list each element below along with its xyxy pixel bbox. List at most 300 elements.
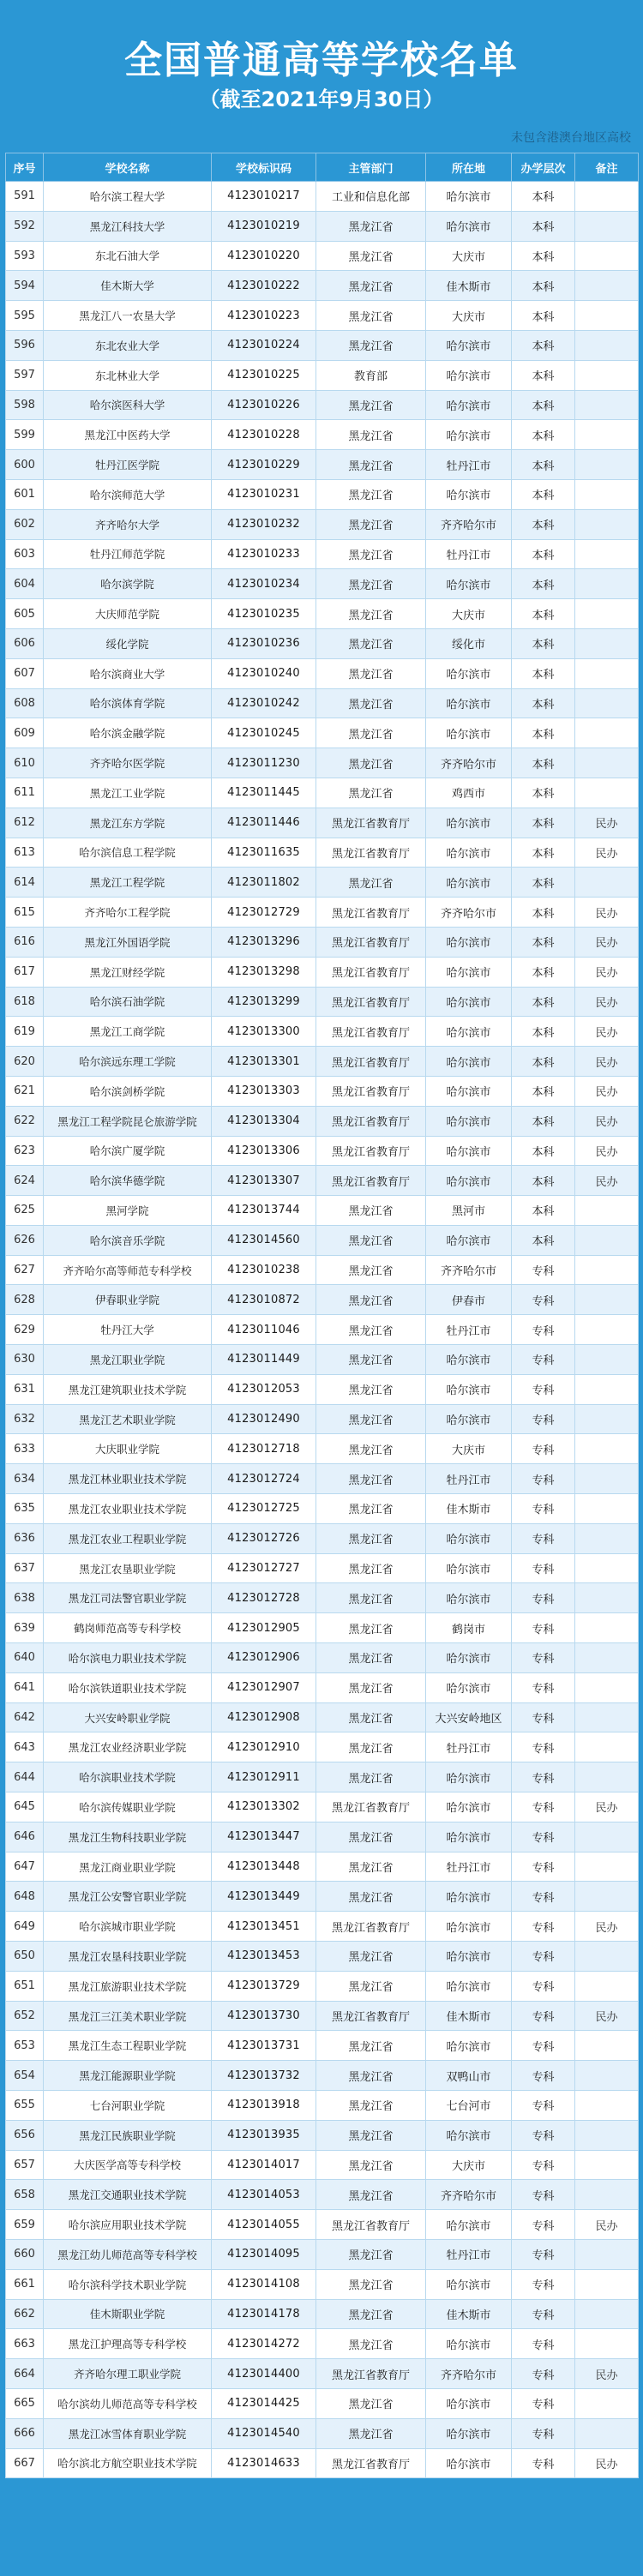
seq-cell: 612 xyxy=(6,808,44,838)
seq-cell: 632 xyxy=(6,1404,44,1434)
table-row xyxy=(6,1494,639,1524)
remark-cell xyxy=(575,2418,639,2448)
table-row xyxy=(6,2120,639,2150)
seq-cell: 628 xyxy=(6,1285,44,1315)
code-cell: 4123014178 xyxy=(212,2299,316,2329)
page-subtitle: （截至2021年9月30日） xyxy=(199,87,444,111)
remark-cell xyxy=(575,479,639,509)
code-cell: 4123012728 xyxy=(212,1583,316,1613)
location-cell: 哈尔滨市 xyxy=(426,390,512,420)
remark-cell xyxy=(575,450,639,480)
code-cell: 4123010238 xyxy=(212,1255,316,1285)
seq-cell: 663 xyxy=(6,2329,44,2359)
table-row xyxy=(6,658,639,688)
location-cell: 哈尔滨市 xyxy=(426,838,512,868)
location-cell: 大庆市 xyxy=(426,1434,512,1464)
dept-cell: 黑龙江省教育厅 xyxy=(316,957,426,987)
seq-cell: 655 xyxy=(6,2091,44,2121)
seq-cell: 624 xyxy=(6,1166,44,1196)
seq-cell: 595 xyxy=(6,301,44,331)
location-cell: 哈尔滨市 xyxy=(426,330,512,360)
name-cell: 东北石油大学 xyxy=(44,241,212,271)
name-cell: 哈尔滨信息工程学院 xyxy=(44,838,212,868)
remark-cell: 民办 xyxy=(575,957,639,987)
dept-cell: 黑龙江省 xyxy=(316,1464,426,1494)
name-cell: 黑龙江三江美术职业学院 xyxy=(44,2001,212,2031)
table-row xyxy=(6,1822,639,1852)
location-cell: 鸡西市 xyxy=(426,778,512,808)
level-cell: 专科 xyxy=(512,1553,575,1583)
seq-cell: 592 xyxy=(6,211,44,241)
table-row xyxy=(6,569,639,599)
name-cell: 佳木斯大学 xyxy=(44,271,212,301)
name-cell: 黑龙江公安警官职业学院 xyxy=(44,1882,212,1912)
level-cell: 专科 xyxy=(512,1434,575,1464)
level-cell: 专科 xyxy=(512,1643,575,1673)
name-cell: 哈尔滨剑桥学院 xyxy=(44,1076,212,1106)
level-cell: 本科 xyxy=(512,450,575,480)
dept-cell: 黑龙江省 xyxy=(316,1225,426,1255)
name-cell: 黑龙江农垦科技职业学院 xyxy=(44,1942,212,1972)
location-cell: 哈尔滨市 xyxy=(426,1882,512,1912)
table-row xyxy=(6,1702,639,1732)
code-cell: 4123010217 xyxy=(212,182,316,212)
code-cell: 4123011446 xyxy=(212,808,316,838)
code-cell: 4123013732 xyxy=(212,2061,316,2091)
remark-cell xyxy=(575,1882,639,1912)
level-cell: 本科 xyxy=(512,658,575,688)
name-cell: 齐齐哈尔工程学院 xyxy=(44,898,212,928)
table-row xyxy=(6,2359,639,2389)
dept-cell: 黑龙江省教育厅 xyxy=(316,2001,426,2031)
remark-cell xyxy=(575,778,639,808)
seq-cell: 651 xyxy=(6,1971,44,2001)
name-cell: 黑龙江生态工程职业学院 xyxy=(44,2031,212,2061)
level-cell: 本科 xyxy=(512,688,575,718)
location-cell: 哈尔滨市 xyxy=(426,2418,512,2448)
dept-cell: 黑龙江省 xyxy=(316,1404,426,1434)
remark-cell xyxy=(575,2120,639,2150)
name-cell: 黑龙江冰雪体育职业学院 xyxy=(44,2418,212,2448)
remark-cell xyxy=(575,1942,639,1972)
table-row xyxy=(6,1285,639,1315)
table-row xyxy=(6,2031,639,2061)
level-cell: 本科 xyxy=(512,1196,575,1226)
remark-cell: 民办 xyxy=(575,2359,639,2389)
code-cell: 4123013303 xyxy=(212,1076,316,1106)
level-cell: 本科 xyxy=(512,957,575,987)
table-row xyxy=(6,927,639,957)
seq-cell: 622 xyxy=(6,1106,44,1136)
remark-cell xyxy=(575,1583,639,1613)
code-cell: 4123013935 xyxy=(212,2120,316,2150)
dept-cell: 工业和信息化部 xyxy=(316,182,426,212)
name-cell: 哈尔滨城市职业学院 xyxy=(44,1912,212,1942)
dept-cell: 黑龙江省 xyxy=(316,2031,426,2061)
table-row xyxy=(6,1792,639,1822)
table-row xyxy=(6,1971,639,2001)
name-cell: 哈尔滨石油学院 xyxy=(44,987,212,1017)
remark-cell: 民办 xyxy=(575,927,639,957)
school-table xyxy=(5,153,639,2478)
location-cell: 哈尔滨市 xyxy=(426,2120,512,2150)
level-cell: 本科 xyxy=(512,1136,575,1166)
location-cell: 佳木斯市 xyxy=(426,1494,512,1524)
code-cell: 4123013731 xyxy=(212,2031,316,2061)
table-row xyxy=(6,301,639,331)
table-row xyxy=(6,1942,639,1972)
name-cell: 黑龙江农垦职业学院 xyxy=(44,1553,212,1583)
location-cell: 哈尔滨市 xyxy=(426,1017,512,1047)
seq-cell: 596 xyxy=(6,330,44,360)
dept-cell: 黑龙江省 xyxy=(316,2061,426,2091)
remark-cell: 民办 xyxy=(575,838,639,868)
location-cell: 哈尔滨市 xyxy=(426,360,512,390)
location-cell: 哈尔滨市 xyxy=(426,2210,512,2240)
seq-cell: 643 xyxy=(6,1732,44,1762)
seq-cell: 598 xyxy=(6,390,44,420)
name-cell: 黑龙江农业职业技术学院 xyxy=(44,1494,212,1524)
remark-cell xyxy=(575,1196,639,1226)
level-cell: 专科 xyxy=(512,1523,575,1553)
dept-cell: 黑龙江省 xyxy=(316,2120,426,2150)
name-cell: 黑河学院 xyxy=(44,1196,212,1226)
seq-cell: 591 xyxy=(6,182,44,212)
name-cell: 黑龙江工业学院 xyxy=(44,778,212,808)
dept-cell: 黑龙江省教育厅 xyxy=(316,2210,426,2240)
dept-cell: 黑龙江省 xyxy=(316,2150,426,2180)
location-cell: 哈尔滨市 xyxy=(426,2031,512,2061)
code-cell: 4123013744 xyxy=(212,1196,316,1226)
table-row xyxy=(6,182,639,212)
location-cell: 大兴安岭地区 xyxy=(426,1702,512,1732)
seq-cell: 606 xyxy=(6,628,44,658)
remark-cell xyxy=(575,599,639,629)
name-cell: 哈尔滨科学技术职业学院 xyxy=(44,2269,212,2299)
name-cell: 齐齐哈尔医学院 xyxy=(44,748,212,778)
name-cell: 黑龙江中医药大学 xyxy=(44,420,212,450)
remark-cell xyxy=(575,1315,639,1345)
remark-cell: 民办 xyxy=(575,2210,639,2240)
name-cell: 牡丹江师范学院 xyxy=(44,539,212,569)
dept-cell: 黑龙江省 xyxy=(316,450,426,480)
code-cell: 4123013449 xyxy=(212,1882,316,1912)
name-cell: 黑龙江科技大学 xyxy=(44,211,212,241)
name-cell: 黑龙江生物科技职业学院 xyxy=(44,1822,212,1852)
code-cell: 4123011046 xyxy=(212,1315,316,1345)
table-row xyxy=(6,1404,639,1434)
level-cell: 专科 xyxy=(512,2001,575,2031)
remark-cell xyxy=(575,868,639,898)
remark-cell: 民办 xyxy=(575,1047,639,1077)
code-cell: 4123013307 xyxy=(212,1166,316,1196)
dept-cell: 黑龙江省教育厅 xyxy=(316,1017,426,1047)
location-cell: 哈尔滨市 xyxy=(426,718,512,748)
name-cell: 哈尔滨工程大学 xyxy=(44,182,212,212)
code-cell: 4123012911 xyxy=(212,1762,316,1792)
dept-cell: 黑龙江省 xyxy=(316,1196,426,1226)
dept-cell: 黑龙江省 xyxy=(316,1702,426,1732)
name-cell: 黑龙江林业职业技术学院 xyxy=(44,1464,212,1494)
location-cell: 哈尔滨市 xyxy=(426,2448,512,2478)
table-row xyxy=(6,868,639,898)
remark-cell xyxy=(575,390,639,420)
location-cell: 哈尔滨市 xyxy=(426,688,512,718)
location-cell: 牡丹江市 xyxy=(426,1732,512,1762)
code-cell: 4123013918 xyxy=(212,2091,316,2121)
code-cell: 4123010245 xyxy=(212,718,316,748)
seq-cell: 656 xyxy=(6,2120,44,2150)
remark-cell: 民办 xyxy=(575,1076,639,1106)
location-cell: 哈尔滨市 xyxy=(426,2329,512,2359)
remark-cell xyxy=(575,1732,639,1762)
table-row xyxy=(6,2329,639,2359)
code-cell: 4123012907 xyxy=(212,1672,316,1702)
level-cell: 专科 xyxy=(512,1942,575,1972)
page-title: 全国普通高等学校名单 xyxy=(124,39,519,82)
seq-cell: 654 xyxy=(6,2061,44,2091)
remark-cell xyxy=(575,1464,639,1494)
location-cell: 哈尔滨市 xyxy=(426,868,512,898)
table-row xyxy=(6,2239,639,2269)
name-cell: 牡丹江医学院 xyxy=(44,450,212,480)
name-cell: 黑龙江司法警官职业学院 xyxy=(44,1583,212,1613)
code-cell: 4123014400 xyxy=(212,2359,316,2389)
name-cell: 齐齐哈尔理工职业学院 xyxy=(44,2359,212,2389)
remark-cell xyxy=(575,330,639,360)
seq-cell: 652 xyxy=(6,2001,44,2031)
seq-cell: 593 xyxy=(6,241,44,271)
code-cell: 4123011635 xyxy=(212,838,316,868)
remark-cell xyxy=(575,1613,639,1643)
dept-cell: 黑龙江省 xyxy=(316,390,426,420)
location-cell: 佳木斯市 xyxy=(426,2001,512,2031)
column-header-name: 学校名称 xyxy=(44,153,212,182)
code-cell: 4123013451 xyxy=(212,1912,316,1942)
location-cell: 伊春市 xyxy=(426,1285,512,1315)
table-row xyxy=(6,1523,639,1553)
name-cell: 哈尔滨铁道职业技术学院 xyxy=(44,1672,212,1702)
remark-cell xyxy=(575,1643,639,1673)
code-cell: 4123013729 xyxy=(212,1971,316,2001)
table-row xyxy=(6,1553,639,1583)
name-cell: 哈尔滨职业技术学院 xyxy=(44,1762,212,1792)
code-cell: 4123014108 xyxy=(212,2269,316,2299)
code-cell: 4123012725 xyxy=(212,1494,316,1524)
seq-cell: 602 xyxy=(6,509,44,539)
table-row xyxy=(6,1912,639,1942)
location-cell: 哈尔滨市 xyxy=(426,2388,512,2418)
table-row xyxy=(6,1106,639,1136)
level-cell: 专科 xyxy=(512,2210,575,2240)
name-cell: 黑龙江交通职业技术学院 xyxy=(44,2180,212,2210)
table-row xyxy=(6,1434,639,1464)
remark-cell: 民办 xyxy=(575,1792,639,1822)
remark-cell xyxy=(575,2180,639,2210)
dept-cell: 黑龙江省 xyxy=(316,1613,426,1643)
name-cell: 黑龙江职业学院 xyxy=(44,1345,212,1375)
code-cell: 4123012729 xyxy=(212,898,316,928)
table-row xyxy=(6,1345,639,1375)
level-cell: 本科 xyxy=(512,898,575,928)
location-cell: 齐齐哈尔市 xyxy=(426,898,512,928)
dept-cell: 黑龙江省 xyxy=(316,1762,426,1792)
dept-cell: 黑龙江省 xyxy=(316,301,426,331)
dept-cell: 黑龙江省 xyxy=(316,241,426,271)
level-cell: 专科 xyxy=(512,2239,575,2269)
name-cell: 哈尔滨电力职业技术学院 xyxy=(44,1643,212,1673)
dept-cell: 黑龙江省教育厅 xyxy=(316,1076,426,1106)
location-cell: 七台河市 xyxy=(426,2091,512,2121)
dept-cell: 黑龙江省 xyxy=(316,1494,426,1524)
dept-cell: 黑龙江省 xyxy=(316,1583,426,1613)
name-cell: 哈尔滨金融学院 xyxy=(44,718,212,748)
code-cell: 4123011230 xyxy=(212,748,316,778)
name-cell: 齐齐哈尔大学 xyxy=(44,509,212,539)
level-cell: 专科 xyxy=(512,1971,575,2001)
table-row xyxy=(6,838,639,868)
seq-cell: 599 xyxy=(6,420,44,450)
level-cell: 专科 xyxy=(512,1583,575,1613)
code-cell: 4123010220 xyxy=(212,241,316,271)
level-cell: 本科 xyxy=(512,509,575,539)
name-cell: 黑龙江农业工程职业学院 xyxy=(44,1523,212,1553)
location-cell: 齐齐哈尔市 xyxy=(426,748,512,778)
location-cell: 哈尔滨市 xyxy=(426,1076,512,1106)
remark-cell xyxy=(575,1345,639,1375)
code-cell: 4123013447 xyxy=(212,1822,316,1852)
level-cell: 本科 xyxy=(512,241,575,271)
seq-cell: 653 xyxy=(6,2031,44,2061)
level-cell: 本科 xyxy=(512,182,575,212)
location-cell: 佳木斯市 xyxy=(426,271,512,301)
remark-cell xyxy=(575,1523,639,1553)
dept-cell: 黑龙江省 xyxy=(316,1942,426,1972)
table-row xyxy=(6,390,639,420)
name-cell: 黑龙江工商学院 xyxy=(44,1017,212,1047)
level-cell: 本科 xyxy=(512,211,575,241)
table-row xyxy=(6,509,639,539)
level-cell: 专科 xyxy=(512,2091,575,2121)
location-cell: 哈尔滨市 xyxy=(426,1374,512,1404)
location-cell: 哈尔滨市 xyxy=(426,1136,512,1166)
location-cell: 齐齐哈尔市 xyxy=(426,1255,512,1285)
dept-cell: 黑龙江省 xyxy=(316,211,426,241)
location-cell: 牡丹江市 xyxy=(426,1852,512,1882)
dept-cell: 黑龙江省 xyxy=(316,330,426,360)
table-row xyxy=(6,1672,639,1702)
dept-cell: 黑龙江省 xyxy=(316,1523,426,1553)
dept-cell: 黑龙江省 xyxy=(316,2388,426,2418)
code-cell: 4123014540 xyxy=(212,2418,316,2448)
table-row xyxy=(6,2210,639,2240)
remark-cell xyxy=(575,1822,639,1852)
dept-cell: 黑龙江省 xyxy=(316,2418,426,2448)
table-row xyxy=(6,1852,639,1882)
dept-cell: 黑龙江省 xyxy=(316,539,426,569)
remark-cell: 民办 xyxy=(575,987,639,1017)
table-row xyxy=(6,2061,639,2091)
level-cell: 专科 xyxy=(512,1912,575,1942)
code-cell: 4123012718 xyxy=(212,1434,316,1464)
remark-cell xyxy=(575,628,639,658)
code-cell: 4123010236 xyxy=(212,628,316,658)
code-cell: 4123010223 xyxy=(212,301,316,331)
location-cell: 大庆市 xyxy=(426,2150,512,2180)
location-cell: 哈尔滨市 xyxy=(426,1971,512,2001)
location-cell: 大庆市 xyxy=(426,599,512,629)
level-cell: 本科 xyxy=(512,808,575,838)
code-cell: 4123010229 xyxy=(212,450,316,480)
dept-cell: 黑龙江省 xyxy=(316,2299,426,2329)
name-cell: 哈尔滨商业大学 xyxy=(44,658,212,688)
seq-cell: 644 xyxy=(6,1762,44,1792)
table-row xyxy=(6,2418,639,2448)
code-cell: 4123014095 xyxy=(212,2239,316,2269)
seq-cell: 647 xyxy=(6,1852,44,1882)
remark-cell xyxy=(575,1762,639,1792)
dept-cell: 黑龙江省 xyxy=(316,628,426,658)
level-cell: 本科 xyxy=(512,479,575,509)
dept-cell: 黑龙江省教育厅 xyxy=(316,987,426,1017)
dept-cell: 黑龙江省教育厅 xyxy=(316,1047,426,1077)
dept-cell: 黑龙江省 xyxy=(316,1852,426,1882)
code-cell: 4123010225 xyxy=(212,360,316,390)
table-row xyxy=(6,2150,639,2180)
seq-cell: 629 xyxy=(6,1315,44,1345)
level-cell: 专科 xyxy=(512,1822,575,1852)
table-row xyxy=(6,987,639,1017)
location-cell: 双鸭山市 xyxy=(426,2061,512,2091)
level-cell: 本科 xyxy=(512,420,575,450)
page-header xyxy=(0,0,643,127)
level-cell: 本科 xyxy=(512,599,575,629)
table-row xyxy=(6,1255,639,1285)
code-cell: 4123014053 xyxy=(212,2180,316,2210)
seq-cell: 603 xyxy=(6,539,44,569)
name-cell: 哈尔滨远东理工学院 xyxy=(44,1047,212,1077)
table-row xyxy=(6,1166,639,1196)
dept-cell: 黑龙江省教育厅 xyxy=(316,2448,426,2478)
name-cell: 哈尔滨应用职业技术学院 xyxy=(44,2210,212,2240)
level-cell: 本科 xyxy=(512,1076,575,1106)
remark-cell xyxy=(575,2299,639,2329)
level-cell: 专科 xyxy=(512,2269,575,2299)
name-cell: 黑龙江能源职业学院 xyxy=(44,2061,212,2091)
location-cell: 哈尔滨市 xyxy=(426,1822,512,1852)
name-cell: 黑龙江建筑职业技术学院 xyxy=(44,1374,212,1404)
table-row xyxy=(6,1196,639,1226)
code-cell: 4123010231 xyxy=(212,479,316,509)
dept-cell: 黑龙江省 xyxy=(316,1374,426,1404)
name-cell: 哈尔滨华德学院 xyxy=(44,1166,212,1196)
dept-cell: 黑龙江省 xyxy=(316,599,426,629)
name-cell: 黑龙江幼儿师范高等专科学校 xyxy=(44,2239,212,2269)
dept-cell: 黑龙江省教育厅 xyxy=(316,898,426,928)
remark-cell xyxy=(575,1494,639,1524)
remark-cell xyxy=(575,2150,639,2180)
seq-cell: 633 xyxy=(6,1434,44,1464)
code-cell: 4123011449 xyxy=(212,1345,316,1375)
level-cell: 本科 xyxy=(512,1017,575,1047)
location-cell: 哈尔滨市 xyxy=(426,987,512,1017)
remark-cell xyxy=(575,1255,639,1285)
location-cell: 哈尔滨市 xyxy=(426,1942,512,1972)
level-cell: 专科 xyxy=(512,1494,575,1524)
seq-cell: 609 xyxy=(6,718,44,748)
level-cell: 专科 xyxy=(512,2150,575,2180)
location-cell: 哈尔滨市 xyxy=(426,2269,512,2299)
